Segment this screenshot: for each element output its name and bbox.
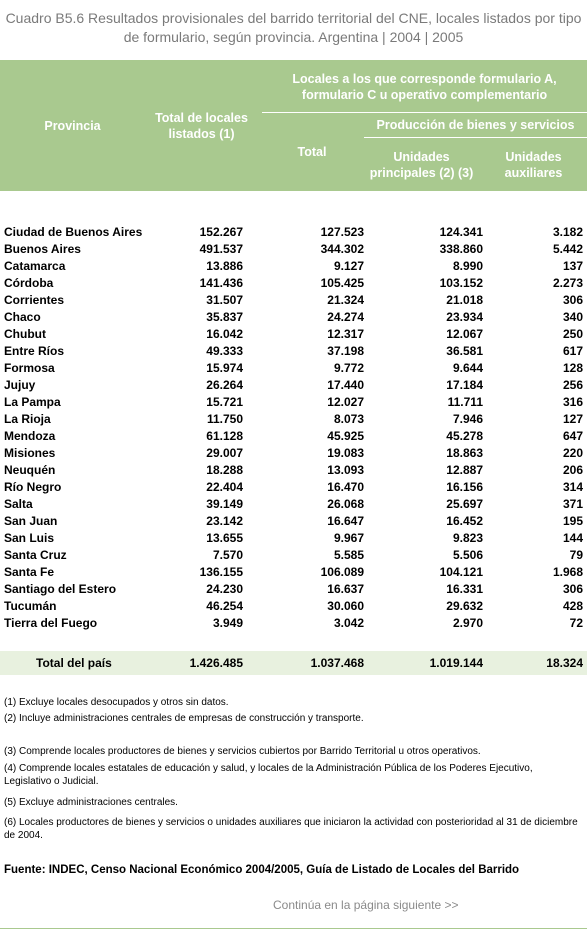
total-listados-cell: 491.537 [199, 242, 243, 256]
unidades-auxiliares-cell: 371 [562, 497, 583, 511]
total-label: Total del país [36, 656, 112, 670]
unidades-principales-cell: 36.581 [446, 344, 483, 358]
total-listados-cell: 13.886 [206, 259, 243, 273]
footnote: (3) Comprende locales productores de bienes y servicios cubiertos por Barrido Territorial u otros operativos. [4, 746, 481, 757]
table-row [0, 394, 587, 411]
footnote: (2) Incluye administraciones centrales de empresas de construcción y transporte. [4, 713, 364, 724]
provincia-cell: San Juan [4, 514, 58, 528]
table-row [0, 598, 587, 615]
total-listados-cell: 136.155 [199, 565, 243, 579]
total-listados-cell: 23.142 [206, 514, 243, 528]
total-listados-cell: 141.436 [199, 276, 243, 290]
table-row [0, 292, 587, 309]
table-row [0, 326, 587, 343]
footnote: (6) Locales productores de bienes y servicios o unidades auxiliares que iniciaron la actividad con posterioridad al 31 de diciembre de 2004. [4, 817, 578, 841]
unidades-auxiliares-cell: 220 [562, 446, 583, 460]
total-listados-cell: 18.288 [206, 463, 243, 477]
provincia-cell: Buenos Aires [4, 242, 81, 256]
total-listados-cell: 16.042 [206, 327, 243, 341]
total-listados-cell: 3.949 [212, 616, 243, 630]
unidades-principales-cell: 12.067 [446, 327, 483, 341]
provincia-cell: Formosa [4, 361, 55, 375]
total-listados-cell: 46.254 [206, 599, 243, 613]
total-auxiliares: 18.324 [546, 656, 583, 670]
unidades-auxiliares-cell: 2.273 [552, 276, 583, 290]
total-listados-cell: 26.264 [206, 378, 243, 392]
total-cell: 17.440 [327, 378, 364, 392]
unidades-principales-cell: 25.697 [446, 497, 483, 511]
unidades-auxiliares-cell: 428 [562, 599, 583, 613]
header-total: Total [297, 144, 327, 159]
total-cell: 26.068 [327, 497, 364, 511]
unidades-auxiliares-cell: 144 [562, 531, 583, 545]
header-unidades-principales: Unidades principales (2) (3) [369, 149, 474, 180]
total-listados-cell: 11.750 [206, 412, 243, 426]
unidades-principales-cell: 17.184 [446, 378, 483, 392]
total-listados-cell: 29.007 [206, 446, 243, 460]
provincia-cell: Chaco [4, 310, 41, 324]
total-cell: 21.324 [327, 293, 364, 307]
total-listados-cell: 31.507 [206, 293, 243, 307]
total-cell: 105.425 [320, 276, 364, 290]
unidades-auxiliares-cell: 306 [562, 293, 583, 307]
unidades-auxiliares-cell: 3.182 [552, 225, 583, 239]
unidades-auxiliares-cell: 340 [562, 310, 583, 324]
table-row [0, 377, 587, 394]
unidades-principales-cell: 104.121 [439, 565, 483, 579]
total-cell: 16.637 [327, 582, 364, 596]
unidades-principales-cell: 23.934 [446, 310, 483, 324]
provincia-cell: Tierra del Fuego [4, 616, 98, 630]
total-total: 1.037.468 [310, 656, 364, 670]
unidades-auxiliares-cell: 250 [562, 327, 583, 341]
unidades-principales-cell: 9.823 [452, 531, 483, 545]
table-row [0, 547, 587, 564]
total-cell: 3.042 [333, 616, 364, 630]
unidades-auxiliares-cell: 1.968 [552, 565, 583, 579]
table-row [0, 513, 587, 530]
unidades-auxiliares-cell: 617 [562, 344, 583, 358]
footnote: (5) Excluye administraciones centrales. [4, 797, 178, 808]
unidades-principales-cell: 5.506 [452, 548, 483, 562]
unidades-principales-cell: 9.644 [452, 361, 483, 375]
table-title: Cuadro B5.6 Resultados provisionales del barrido territorial del CNE, locales listados por tipo de formulario, según provincia. Argentina | 2004 | 2005 [5, 10, 582, 45]
total-listados-cell: 39.149 [206, 497, 243, 511]
table-row [0, 581, 587, 598]
provincia-cell: Chubut [4, 327, 46, 341]
unidades-auxiliares-cell: 79 [569, 548, 583, 562]
unidades-auxiliares-cell: 206 [562, 463, 583, 477]
total-listados-cell: 15.721 [206, 395, 243, 409]
total-cell: 8.073 [333, 412, 364, 426]
unidades-auxiliares-cell: 316 [562, 395, 583, 409]
table-row [0, 258, 587, 275]
unidades-principales-cell: 45.278 [446, 429, 483, 443]
unidades-auxiliares-cell: 306 [562, 582, 583, 596]
table-row [0, 411, 587, 428]
total-listados-cell: 13.655 [206, 531, 243, 545]
provincia-cell: Salta [4, 497, 33, 511]
footnote: (4) Comprende locales estatales de educación y salud, y locales de la Administración Pública de los Poderes Ejecutivo, Legislativo o Judicial. [4, 763, 533, 787]
provincia-cell: Ciudad de Buenos Aires [4, 225, 143, 239]
total-cell: 344.302 [320, 242, 364, 256]
provincia-cell: Santa Fe [4, 565, 55, 579]
total-listados-cell: 24.230 [206, 582, 243, 596]
total-cell: 12.317 [327, 327, 364, 341]
unidades-auxiliares-cell: 137 [562, 259, 583, 273]
table-row [0, 343, 587, 360]
provincia-cell: Corrientes [4, 293, 65, 307]
unidades-auxiliares-cell: 256 [562, 378, 583, 392]
table-row [0, 615, 587, 632]
total-row [0, 651, 587, 675]
unidades-auxiliares-cell: 647 [562, 429, 583, 443]
unidades-principales-cell: 16.156 [446, 480, 483, 494]
total-listados-cell: 152.267 [199, 225, 243, 239]
unidades-principales-cell: 338.860 [439, 242, 483, 256]
bottom-divider [0, 928, 587, 929]
unidades-principales-cell: 16.331 [446, 582, 483, 596]
total-listados-cell: 7.570 [212, 548, 243, 562]
total-cell: 106.089 [320, 565, 364, 579]
total-listados: 1.426.485 [189, 656, 243, 670]
unidades-principales-cell: 7.946 [452, 412, 483, 426]
total-cell: 9.772 [333, 361, 364, 375]
total-cell: 16.470 [327, 480, 364, 494]
table-row [0, 309, 587, 326]
unidades-auxiliares-cell: 314 [562, 480, 583, 494]
provincia-cell: Santiago del Estero [4, 582, 117, 596]
table-row [0, 496, 587, 513]
provincia-cell: La Rioja [4, 412, 51, 426]
header-provincia: Provincia [44, 118, 101, 133]
table-row [0, 428, 587, 445]
table-row [0, 275, 587, 292]
unidades-principales-cell: 18.863 [446, 446, 483, 460]
table-body [0, 224, 587, 632]
provincia-cell: La Pampa [4, 395, 61, 409]
provincia-cell: San Luis [4, 531, 55, 545]
total-listados-cell: 15.974 [206, 361, 243, 375]
total-cell: 37.198 [327, 344, 364, 358]
total-cell: 5.585 [333, 548, 364, 562]
provincia-cell: Río Negro [4, 480, 62, 494]
provincia-cell: Córdoba [4, 276, 54, 290]
unidades-auxiliares-cell: 127 [562, 412, 583, 426]
total-cell: 127.523 [320, 225, 364, 239]
table-row [0, 564, 587, 581]
unidades-principales-cell: 103.152 [439, 276, 483, 290]
unidades-principales-cell: 2.970 [452, 616, 483, 630]
provincia-cell: Santa Cruz [4, 548, 67, 562]
total-cell: 9.127 [333, 259, 364, 273]
provincia-cell: Neuquén [4, 463, 56, 477]
unidades-auxiliares-cell: 5.442 [552, 242, 583, 256]
table-row [0, 224, 587, 241]
unidades-principales-cell: 16.452 [446, 514, 483, 528]
table-row [0, 445, 587, 462]
total-cell: 9.967 [333, 531, 364, 545]
total-cell: 45.925 [327, 429, 364, 443]
unidades-principales-cell: 11.711 [447, 395, 483, 409]
provincia-cell: Mendoza [4, 429, 56, 443]
footnote: (1) Excluye locales desocupados y otros sin datos. [4, 697, 229, 708]
unidades-principales-cell: 12.887 [446, 463, 483, 477]
header-group-label: Locales a los que corresponde formulario A, formulario C u operativo complementario [292, 72, 557, 102]
table-header [0, 60, 587, 191]
unidades-auxiliares-cell: 195 [562, 514, 583, 528]
provincia-cell: Catamarca [4, 259, 66, 273]
table-row [0, 360, 587, 377]
provincia-cell: Entre Ríos [4, 344, 65, 358]
total-cell: 24.274 [327, 310, 364, 324]
total-listados-cell: 61.128 [206, 429, 243, 443]
provincia-cell: Misiones [4, 446, 56, 460]
unidades-auxiliares-cell: 128 [562, 361, 583, 375]
unidades-principales-cell: 29.632 [446, 599, 483, 613]
unidades-principales-cell: 124.341 [439, 225, 483, 239]
table-row [0, 241, 587, 258]
total-principales: 1.019.144 [429, 656, 483, 670]
unidades-principales-cell: 8.990 [452, 259, 483, 273]
source-note: Fuente: INDEC, Censo Nacional Económico 2004/2005, Guía de Listado de Locales del Barrido [4, 864, 520, 876]
provincia-cell: Jujuy [4, 378, 36, 392]
total-cell: 30.060 [327, 599, 364, 613]
table-row [0, 462, 587, 479]
table-row [0, 530, 587, 547]
total-cell: 16.647 [327, 514, 364, 528]
header-produccion: Producción de bienes y servicios [376, 118, 575, 132]
table-row [0, 479, 587, 496]
total-cell: 12.027 [327, 395, 364, 409]
total-cell: 13.093 [327, 463, 364, 477]
provincia-cell: Tucumán [4, 599, 57, 613]
total-listados-cell: 22.404 [206, 480, 243, 494]
total-listados-cell: 49.333 [206, 344, 243, 358]
total-listados-cell: 35.837 [206, 310, 243, 324]
unidades-auxiliares-cell: 72 [569, 616, 583, 630]
header-unidades-auxiliares: Unidades auxiliares [504, 149, 563, 180]
unidades-principales-cell: 21.018 [446, 293, 483, 307]
continue-link[interactable]: Continúa en la página siguiente >> [273, 898, 459, 912]
header-total-locales: Total de locales listados (1) [155, 110, 248, 141]
total-cell: 19.083 [327, 446, 364, 460]
